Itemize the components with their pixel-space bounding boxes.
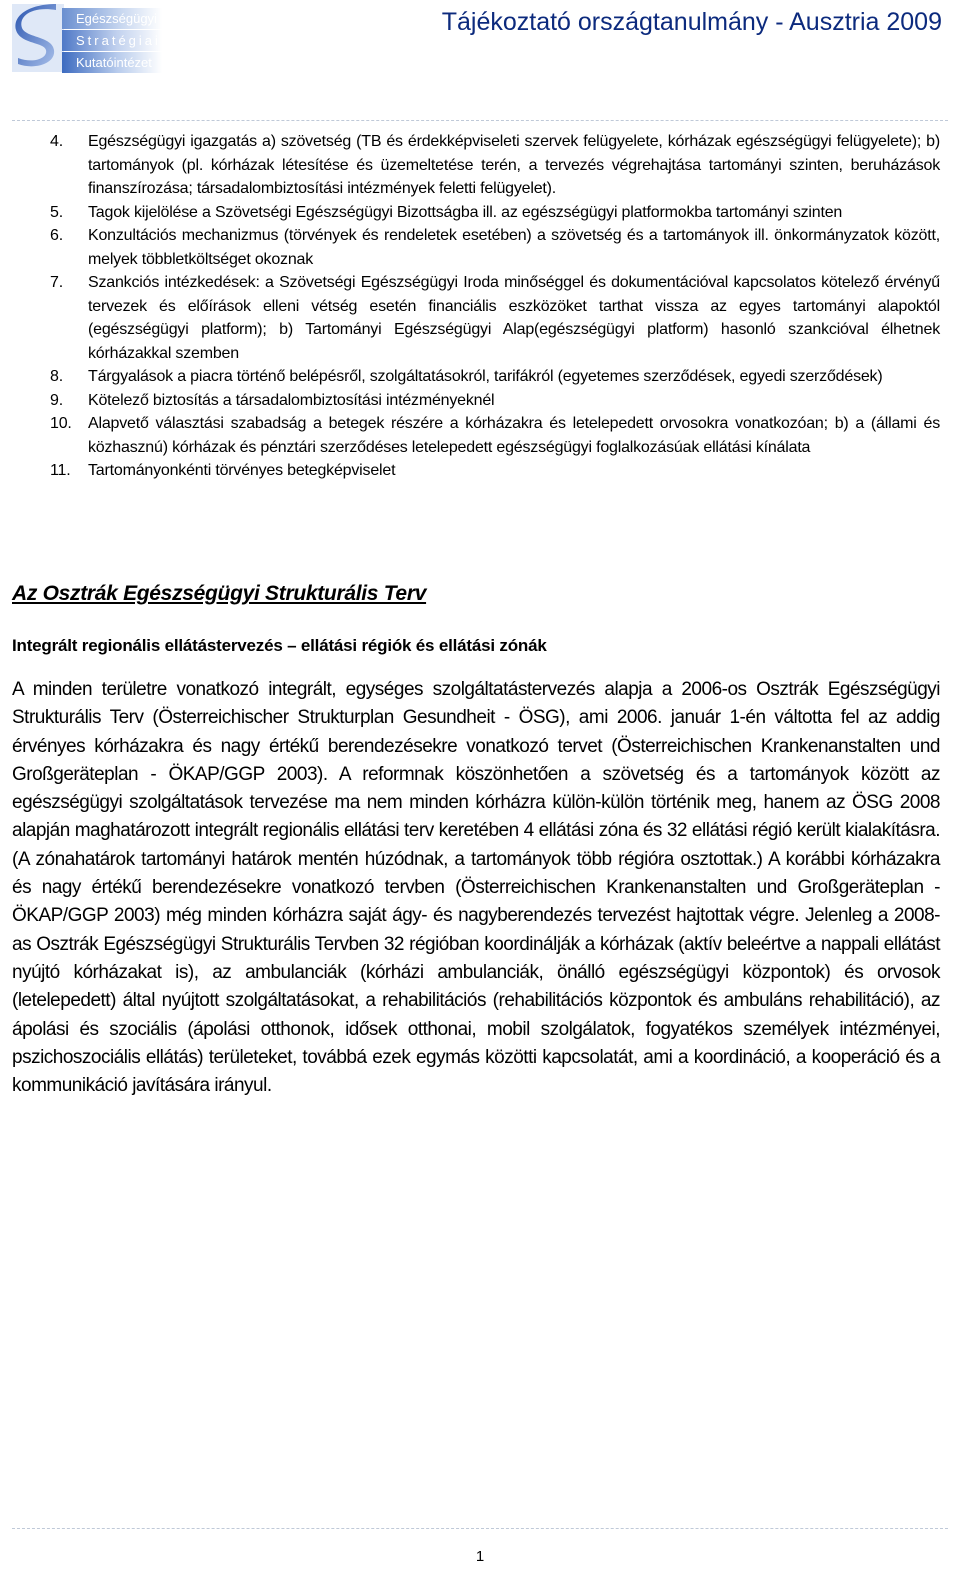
list-item-number: 10. [50, 415, 72, 432]
document-title: Tájékoztató országtanulmány - Ausztria 2009 [441, 8, 942, 36]
header-divider [12, 120, 948, 121]
logo-line-2: Stratégiai [62, 30, 162, 51]
list-item-number: 7. [50, 274, 63, 291]
page-header [0, 0, 960, 122]
institute-logo [12, 4, 160, 74]
list-item [32, 130, 940, 201]
list-item-text: Egészségügyi igazgatás a) szövetség (TB és érdekképviseleti szervek felügyelete, kórházak egészségügyi felügyelete); b) tartományok (pl. kórházak létesítése és üzemeltetése terén, a tervezés végrehajtása tartományi szinten, beruházások finanszírozása; társadalombiztosítási intézmények feletti felügyelet). [88, 133, 940, 197]
list-item-text: Konzultációs mechanizmus (törvények és rendeletek esetében) a szövetség és a tartományok ill. önkormányzatok között, melyek többletköltséget okoznak [88, 227, 940, 268]
list-item-text: Tárgyalások a piacra történő belépésről, szolgáltatásokról, tarifákról (egyetemes szerződések, egyedi szerződések) [88, 368, 883, 385]
list-item-number: 5. [50, 203, 63, 221]
list-item-text: Szankciós intézkedések: a Szövetségi Egészségügyi Iroda minőséggel és dokumentációval kapcsolatos kötelező érvényű tervezek és előírások elleni vétség esetén financiális eszközöket tarthat vissza az egyes tartományi alapoktól (egészségügyi platform); b) Tartományi Egészségügyi Alap(egészségügyi platform) hasonló szankcióval élhetnek kórházakkal szemben [88, 274, 940, 362]
numbered-list [32, 130, 940, 483]
list-item [32, 271, 940, 365]
logo-line-1: Egészségügyi [62, 8, 162, 29]
logo-s-mark [12, 4, 64, 72]
list-section [32, 130, 940, 483]
list-item-text: Tartományonkénti törvényes betegképviselet [88, 462, 396, 479]
list-item [32, 224, 940, 271]
body-paragraph: A minden területre vonatkozó integrált, egységes szolgáltatástervezés alapja a 2006-os Osztrák Egészségügyi Strukturális Terv (Österreichischer Strukturplan Gesundheit - ÖSG), ami 2006. január 1-én váltotta fel az addig érvényes kórházakra és nagy értékű berendezésekre vonatkozó tervet (Österreichischen Krankenanstalten und Großgeräteplan - ÖKAP/GGP 2003). A reformnak köszönhetően a szövetség és a tartományok között az egészségügyi szolgáltatások tervezése ma nem minden kórházra külön-külön történik meg, hanem az ÖSG 2008 alapján maghatározott integrált regionális ellátási terv keretében 4 ellátási zóna és 32 ellátási régió került kialakításra. (A zónahatárok tartományi határok mentén húzódnak, a tartományok több régióra osztottak.) A korábbi kórházakra és nagy értékű berendezésekre vonatkozó tervben (Österreichischen Krankenanstalten und Großgeräteplan - ÖKAP/GGP 2003) még minden kórházra saját ágy- és nagyberendezés tervezést hajtottak végre. Jelenleg a 2008-as Osztrák Egészségügyi Strukturális Tervben 32 régióban koordinálják a kórházak (aktív beleértve a nappali ellátást nyújtó kórházakat is), az ambulanciák (kórházi ambulanciák, önálló egészségügyi központok) és orvosok (letelepedett) által nyújtott szolgáltatásokat, a rehabilitációs (rehabilitációs központok és ambuláns rehabilitáció), az ápolási és szociális (ápolási otthonok, idősek otthonai, mobil szolgálatok, fogyatékos személyek intézményei, pszichoszociális ellátás) területeket, továbbá ezek egymás közötti kapcsolatát, ami a koordináció, a kooperáció és a kommunikáció javítására irányul. [12, 679, 940, 1097]
list-item-number: 11. [50, 462, 71, 479]
list-item [32, 459, 940, 483]
footer-divider [12, 1528, 948, 1529]
list-item [32, 365, 940, 389]
subsection-heading: Integrált regionális ellátástervezés – ellátási régiók és ellátási zónák [12, 636, 547, 655]
list-item-text: Kötelező biztosítás a társadalombiztosítási intézményeknél [88, 391, 495, 409]
list-item [32, 412, 940, 459]
list-item [32, 389, 940, 413]
list-item-text: Tagok kijelölése a Szövetségi Egészségügyi Bizottságba ill. az egészségügyi platformokba tartományi szinten [88, 203, 843, 221]
logo-text [62, 8, 162, 74]
section-heading: Az Osztrák Egészségügyi Strukturális Terv [12, 582, 427, 605]
logo-line-3: Kutatóintézet [62, 52, 162, 73]
list-item-number: 6. [50, 227, 63, 244]
list-item [32, 201, 940, 225]
list-item-number: 8. [50, 368, 63, 385]
list-item-number: 4. [50, 133, 63, 150]
list-item-text: Alapvető választási szabadság a betegek részére a kórházakra és letelepedett orvosokra vonatkozóan; b) a (állami és közhasznú) kórházak és pénztári szerződéses letelepedett egészségügyi foglalkozásúak ellátási kínálata [88, 415, 940, 456]
list-item-number: 9. [50, 391, 63, 409]
page-number: 1 [475, 1548, 485, 1565]
